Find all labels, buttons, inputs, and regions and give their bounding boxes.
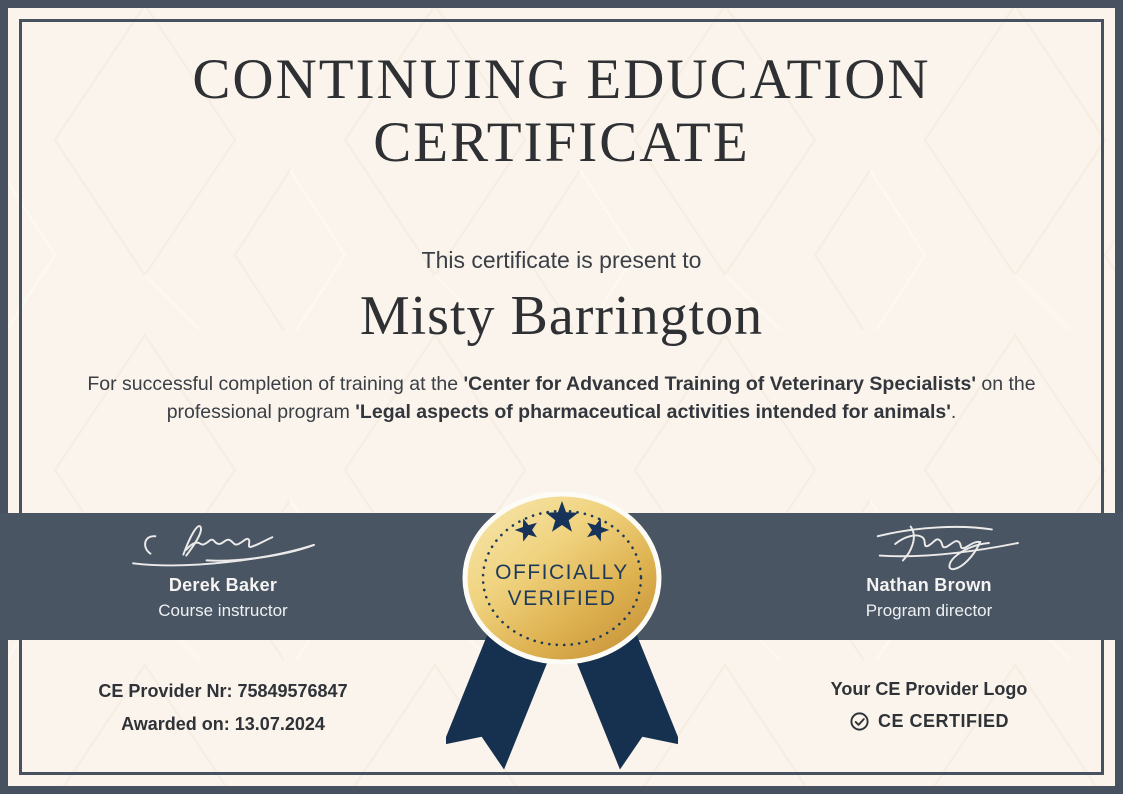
- check-circle-icon: [849, 711, 870, 732]
- instructor-signature-icon: [118, 514, 328, 572]
- badge-text-line2: VERIFIED: [507, 587, 617, 610]
- certified-label: CE CERTIFIED: [877, 711, 1009, 731]
- provider-number: CE Provider Nr: 75849576847: [98, 681, 348, 701]
- certified-row: [769, 711, 1089, 732]
- awarded-date: Awarded on: 13.07.2024: [121, 714, 325, 734]
- description-org-name: 'Center for Advanced Training of Veterinary Specialists': [463, 373, 976, 395]
- provider-logo-label: Your CE Provider Logo: [830, 679, 1028, 699]
- director-signature-icon: [824, 514, 1034, 572]
- description-part3: .: [950, 400, 957, 423]
- completion-description: [72, 371, 1051, 426]
- instructor-role: Course instructor: [158, 601, 288, 620]
- director-role: Program director: [865, 601, 993, 620]
- director-name: Nathan Brown: [866, 575, 992, 595]
- provider-logo-block: [769, 679, 1089, 732]
- signature-block-instructor: [93, 514, 353, 621]
- description-part1: For successful completion of training at the: [87, 373, 464, 395]
- instructor-name: Derek Baker: [168, 575, 278, 595]
- certificate-title-line1: CONTINUING EDUCATION: [192, 48, 931, 111]
- recipient-name: Misty Barrington: [359, 285, 764, 347]
- certificate-title: [0, 48, 1123, 174]
- description-part2: on the professional program: [166, 373, 1036, 423]
- signature-block-director: [799, 514, 1059, 621]
- presented-to-label: This certificate is present to: [421, 247, 702, 273]
- certificate-title-line2: CERTIFICATE: [373, 111, 750, 174]
- provider-info: [63, 681, 383, 735]
- verified-badge: [446, 474, 678, 775]
- badge-text-line1: OFFICIALLY: [495, 561, 629, 584]
- description-program-name: 'Legal aspects of pharmaceutical activities intended for animals': [355, 400, 951, 423]
